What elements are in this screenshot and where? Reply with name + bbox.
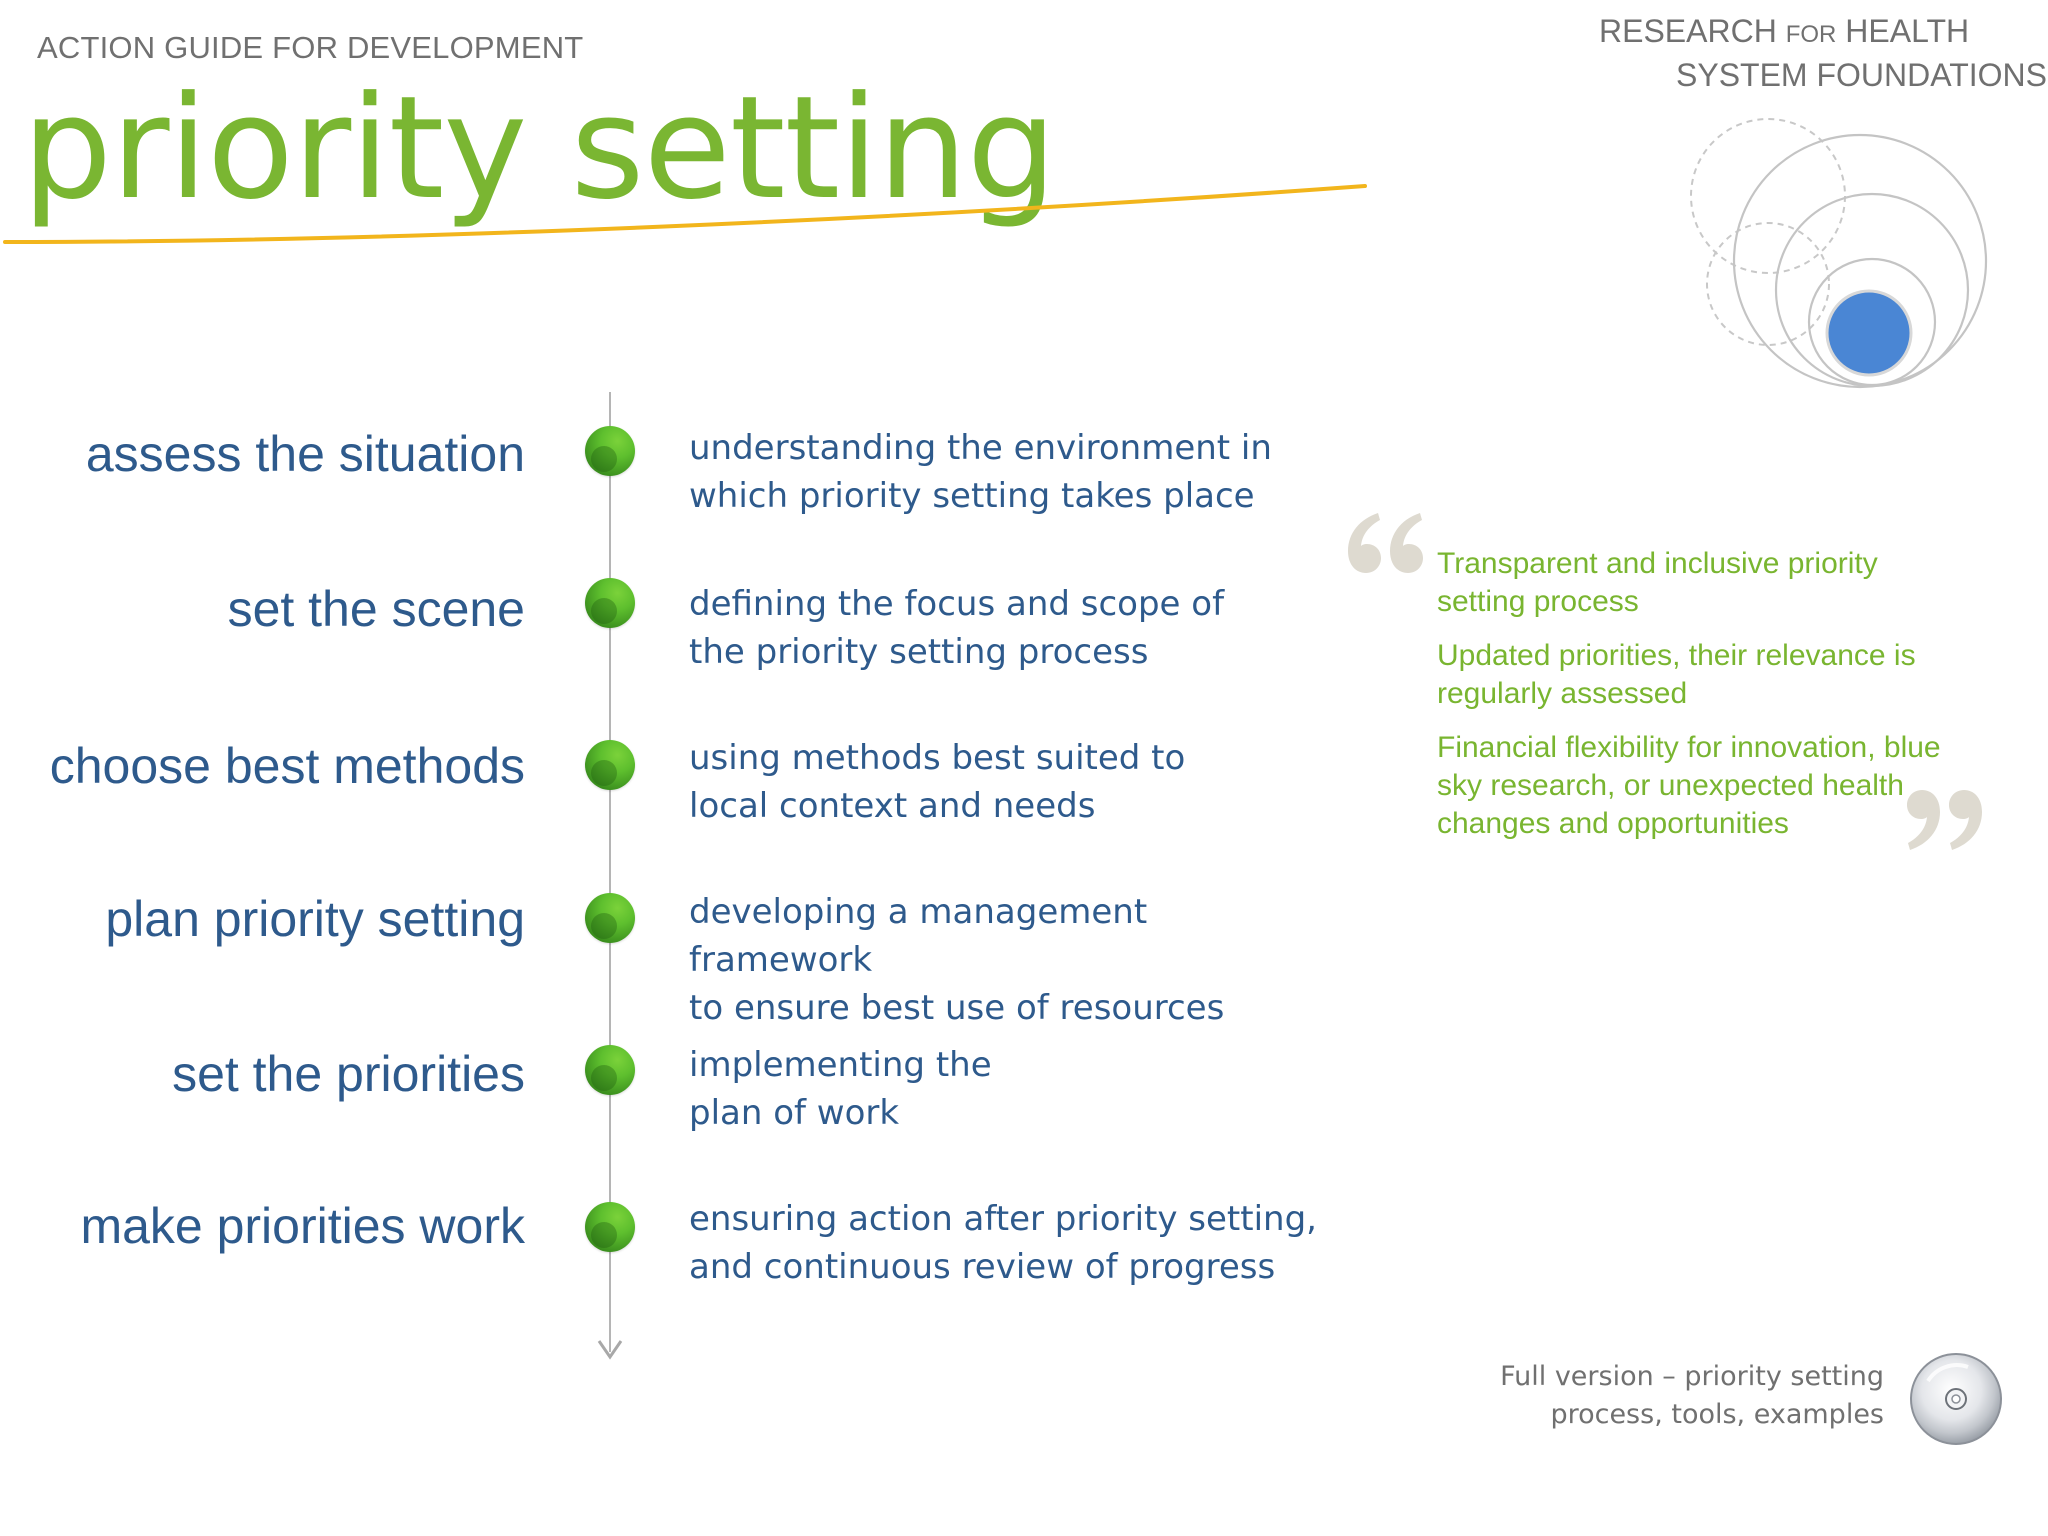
step-desc-line: using methods best suited to: [689, 738, 1186, 778]
step-desc-line: defining the focus and scope of: [689, 584, 1225, 624]
step-title-assess: assess the situation: [85, 426, 525, 482]
step-desc-line: understanding the environment in: [689, 428, 1272, 468]
brand-line-2: SYSTEM FOUNDATIONS: [1676, 57, 2047, 93]
step-desc-make: [689, 1195, 1339, 1291]
quote-open-icon: [1340, 505, 1425, 585]
step-marker-icon: [585, 893, 635, 943]
step-marker-icon: [585, 1045, 635, 1095]
arrow-down-icon: [596, 1338, 624, 1360]
brand-line-1: [1599, 13, 1969, 50]
brand-word-research: RESEARCH: [1599, 13, 1786, 49]
full-version-note: [1500, 1358, 1884, 1434]
step-marker-icon: [585, 740, 635, 790]
step-title-plan: plan priority setting: [105, 891, 525, 947]
step-desc-line: which priority setting takes place: [689, 476, 1255, 516]
step-desc-line: plan of work: [689, 1093, 900, 1133]
step-desc-set: [689, 1041, 1339, 1137]
step-desc-line: ensuring action after priority setting,: [689, 1199, 1317, 1239]
quote-close-icon: [1905, 778, 1990, 858]
step-desc-plan: [689, 888, 1339, 1032]
step-title-set: set the priorities: [172, 1046, 525, 1102]
step-desc-line: and continuous review of progress: [689, 1247, 1276, 1287]
step-marker-icon: [585, 1202, 635, 1252]
step-desc-assess: [689, 424, 1339, 520]
quote-item: Transparent and inclusive priority setting process: [1437, 547, 1878, 618]
step-title-scene: set the scene: [227, 581, 525, 637]
page-title: priority setting: [22, 66, 1056, 231]
quote-item: Financial flexibility for innovation, blue sky research, or unexpected health changes and opportunities: [1437, 731, 1941, 840]
step-title-make: make priorities work: [80, 1198, 525, 1254]
quote-block: [1437, 545, 1957, 859]
step-desc-line: developing a management framework: [689, 892, 1148, 980]
step-desc-methods: [689, 734, 1339, 830]
section-kicker: ACTION GUIDE FOR DEVELOPMENT: [37, 30, 584, 65]
step-desc-line: to ensure best use of resources: [689, 988, 1225, 1028]
step-desc-line: the priority setting process: [689, 632, 1149, 672]
brand-word-for: FOR: [1785, 21, 1837, 48]
step-marker-icon: [585, 578, 635, 628]
step-desc-line: implementing the: [689, 1045, 992, 1085]
footer-line: Full version – priority setting: [1500, 1361, 1884, 1392]
step-title-methods: choose best methods: [49, 738, 525, 794]
brand-word-health: HEALTH: [1836, 13, 1970, 49]
title-underline: [0, 178, 1370, 248]
concentric-circles-logo: [1680, 100, 2030, 390]
step-marker-icon: [585, 426, 635, 476]
footer-line: process, tools, examples: [1550, 1399, 1884, 1430]
quote-item: Updated priorities, their relevance is regularly assessed: [1437, 639, 1916, 710]
step-desc-scene: [689, 580, 1339, 676]
disc-icon[interactable]: [1908, 1351, 2004, 1447]
step-desc-line: local context and needs: [689, 786, 1096, 826]
